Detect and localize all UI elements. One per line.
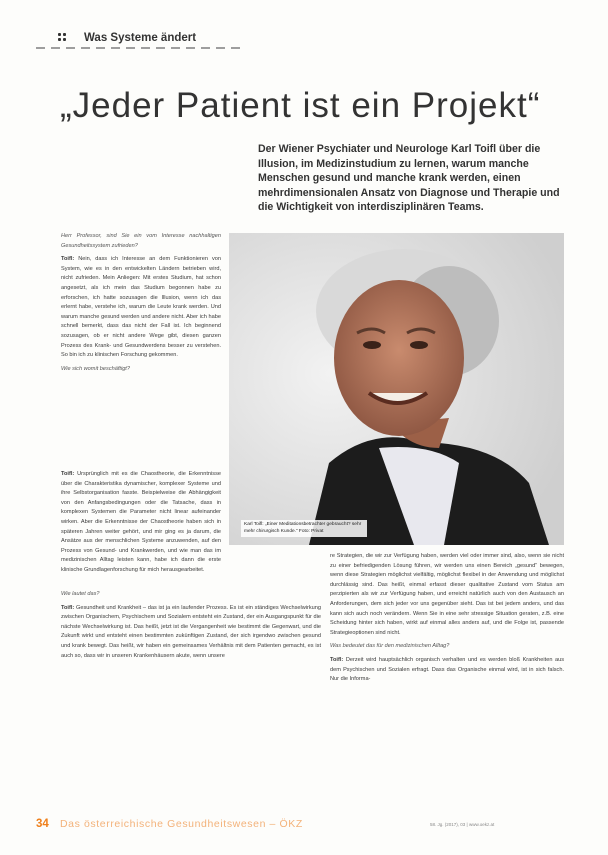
speaker-label: Toifl:	[61, 256, 75, 263]
portrait-photo	[229, 233, 564, 545]
answer-4: Derzeit wird hauptsächlich organisch verhalten und es werden bloß Krankheiten aus dem Psychischen und Sozialen erfragt. Dass das Organische einmal wird, ist in sich falsch. Nur die Informa-	[330, 656, 564, 683]
section-marker-icon	[58, 33, 68, 43]
answer-2: Ursprünglich mit es die Chaostheorie, die Erkenntnisse über die Charakteristika dynamischer, komplexer Systeme und ihre Selbstorganisation fasste. Beispielweise die Abhängigkeit von den Anfangsbedingungen oder die Tatsache, dass in komplexen Systemen die Parameter nicht linear aufeinander wirken. Aber die Erkenntnisse der Chaostheorie haben sich in späteren Jahren weiter gehört, und mir ging es ja darum, die Ansätze aus der menschlichen Systeme anzuwenden, auf den Prozess von Gesund- und Krankwerden, und wie man das im medizinischen Alltag leisten kann, habe ich dann die erste klinische Grundlagenforschung für mich herausgearbeitet.	[61, 471, 221, 573]
photo-caption: Karl Toifl: „Einer Meditationsbetrachter gebraucht? sehr mehr chirurgisch Kunde.“ Foto: Privat	[241, 520, 367, 537]
question-4: Was bedeutet das für den medizinischen Alltag?	[330, 643, 450, 650]
section-label: Was Systeme ändert	[84, 32, 197, 44]
left-column-bottom	[61, 546, 321, 806]
answer-1: Nein, dass ich Interesse an dem Funktionieren von System, wie es in den entwickelten Ländern betrieben wird, nicht zufrieden. Mein Anliegen: Mit erstes Studium, hat schon angesetzt, als ich mein das Studium begonnen habe zu erforschen, ich hatte sozusagen die Illusion, wenn ich das erlernt habe, verstehe ich, warum die Leute krank werden. Und warum manche gesund werden und andere nicht. Aber ich habe schnell bemerkt, dass das nicht der Fall ist. Ich beginnend sozusagen, ob er nicht andere Wege gibt, diesen ganzen Prozess des Krank- und Gesundwerdens besser zu verstehen. So bin ich zu klinischen Forschung gekommen.	[61, 256, 221, 359]
right-paragraph-1: re Strategien, die wir zur Verfügung haben, werden viel oder immer sind, also, wenn sie nicht zu einer befriedigenden Lösung führen, wir werden uns einen Bereich „gesund“ bewegen, wenn diese Strategien möglichst vielfältig, möglichst flexibel in der Anwendung und möglichst durchlässig sind. Das heißt, einmal erfasst dieser qualitative Zustand vom Status am perzipierten als wir zur Verfügung haben, und erreicht natürlich auch von den Austausch an Anforderungen, dem sich jeder vor uns gegenüber sieht. Das ist bei jedem anders, und das kann sich auch noch verändern. Wenn Sie in eine sehr stressige Situation geraten, z.B. eine Scheidung hinter sich haben, wirkt auf einmal alles anders auf, und die Folge ist, passende Strategieoptionen sind nicht.	[330, 553, 564, 636]
right-column	[330, 552, 564, 802]
speaker-label: Toifl:	[61, 471, 75, 477]
article-lead: Der Wiener Psychiater und Neurologe Karl Toifl über die Illusion, im Medizinstudium zu lernen, warum manche Menschen gesund und manche krank werden, einen mehrdimensionalen Ansatz von Diagnose und Therapie und die Wichtigkeit von interdisziplinären Teams.	[258, 143, 560, 214]
publication-title: Das österreichische Gesundheitswesen – ÖKZ	[60, 818, 303, 830]
issue-info: 58. Jg. (2017), 03 | www.oekz.at	[430, 822, 495, 827]
speaker-label: Toifl:	[330, 656, 344, 663]
section-divider	[36, 47, 246, 49]
article-headline: „Jeder Patient ist ein Projekt“	[60, 86, 541, 125]
speaker-label: Toifl:	[61, 604, 75, 611]
left-column-top	[61, 232, 221, 378]
question-3: Wie lautet das?	[61, 591, 100, 597]
question-1: Herr Professor, sind Sie ein vom Interesse nachhaltigen Gesundheitssystem zufrieden?	[61, 233, 221, 249]
question-2: Wie sich womit beschäftigt?	[61, 365, 130, 372]
answer-3: Gesundheit und Krankheit – das ist ja ein laufender Prozess. Es ist ein ständiges Wechselwirkung zwischen Organischem, Psychischem und Sozialem entsteht ein Zustand, der ein Ausgangspunkt für die nächste Wechselwirkung ist. Das heißt, jetzt ist die Vergangenheit wie bestimmt die Gegenwart, und die Zukunft wirkt und entsteht einen bestimmten zukünftigen Zustand, der sich irgendwo zwischen gesund und krank bewegt. Das heißt, wir haben ein gemeinsames Verhältnis mit dem Patienten gemacht, es ist auch so, dass wir in unseren Krankenhäusern akute, wenn unsere	[61, 604, 321, 659]
page-number: 34	[36, 818, 49, 830]
answer-2-top	[61, 470, 221, 573]
